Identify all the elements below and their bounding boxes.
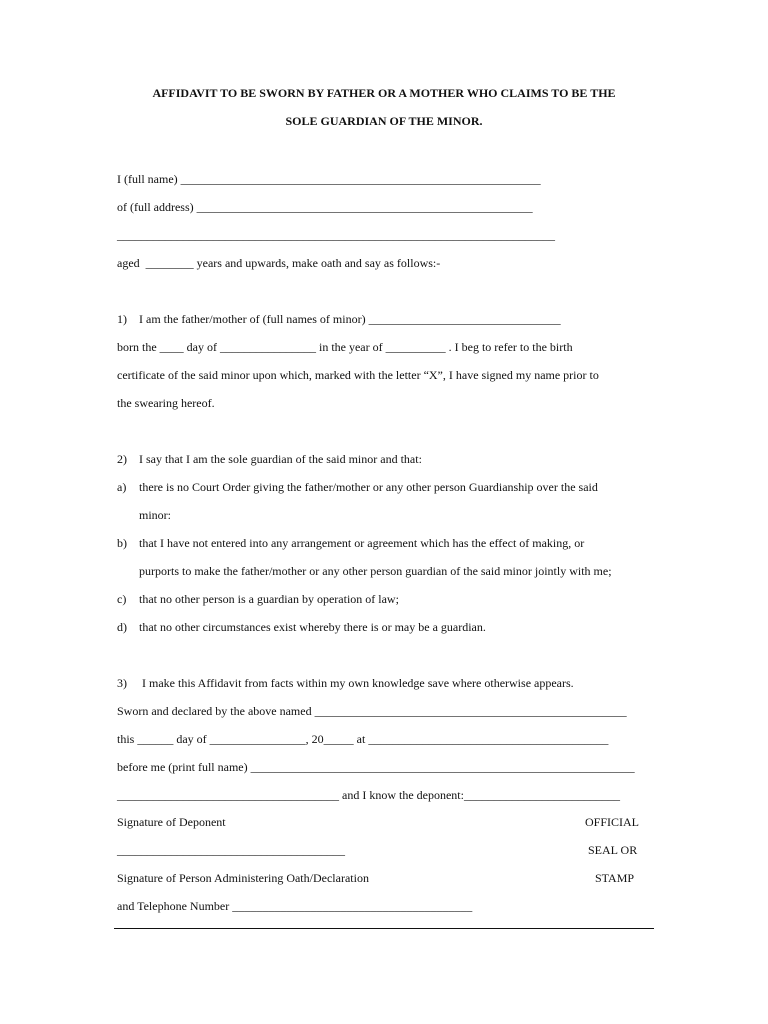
- paragraph-1-text: certificate of the said minor upon which, marked with the letter “X”, I have signed my name prior to: [117, 368, 599, 382]
- list-marker-d: d): [117, 620, 127, 634]
- age-field[interactable]: aged ________ years and upwards, make oath and say as follows:-: [117, 256, 441, 270]
- list-marker-c: c): [117, 592, 127, 606]
- full-name-field[interactable]: I (full name) ____________________________________________________________: [117, 172, 541, 186]
- minor-name-field[interactable]: I am the father/mother of (full names of minor) ________________________________: [139, 312, 561, 326]
- address-continuation-field[interactable]: _________________________________________________________________________: [117, 228, 555, 242]
- deponent-known-field[interactable]: _____________________________________ and I know the deponent:__________________________: [117, 788, 620, 802]
- seal-label-official: OFFICIAL: [585, 815, 640, 829]
- paragraph-2-number: 2): [117, 452, 127, 466]
- full-address-field[interactable]: of (full address) ________________________________________________________: [117, 200, 533, 214]
- list-item-a-cont: minor:: [139, 508, 171, 522]
- sworn-by-field[interactable]: Sworn and declared by the above named ____________________________________________________: [117, 704, 627, 718]
- list-item-d: that no other circumstances exist whereby there is or may be a guardian.: [139, 620, 486, 634]
- paragraph-1-number: 1): [117, 312, 127, 326]
- paragraph-3-text: I make this Affidavit from facts within my own knowledge save where otherwise appears.: [139, 676, 574, 690]
- list-item-c: that no other person is a guardian by operation of law;: [139, 592, 399, 606]
- seal-label-stamp: STAMP: [595, 871, 635, 885]
- seal-label-seal-or: SEAL OR: [588, 843, 638, 857]
- telephone-field[interactable]: and Telephone Number ________________________________________: [117, 899, 473, 913]
- paragraph-1-text: the swearing hereof.: [117, 396, 215, 410]
- list-marker-b: b): [117, 536, 127, 550]
- deponent-signature-label: Signature of Deponent: [117, 815, 226, 829]
- administering-signature-field[interactable]: ______________________________________: [117, 843, 345, 857]
- list-item-b: that I have not entered into any arrangement or agreement which has the effect of making, or: [139, 536, 585, 550]
- list-marker-a: a): [117, 480, 127, 494]
- administering-signature-label: Signature of Person Administering Oath/Declaration: [117, 871, 369, 885]
- document-title-line-1: AFFIDAVIT TO BE SWORN BY FATHER OR A MOTHER WHO CLAIMS TO BE THE: [152, 86, 616, 100]
- paragraph-2-text: I say that I am the sole guardian of the said minor and that:: [139, 452, 422, 466]
- sworn-date-place-field[interactable]: this ______ day of ________________, 20_____ at ________________________________________: [117, 732, 609, 746]
- list-item-a: there is no Court Order giving the father/mother or any other person Guardianship over the said: [139, 480, 598, 494]
- list-item-b-cont: purports to make the father/mother or any other person guardian of the said minor jointly with me;: [139, 564, 612, 578]
- commissioner-name-field[interactable]: before me (print full name) ________________________________________________________________: [117, 760, 635, 774]
- document-title-line-2: SOLE GUARDIAN OF THE MINOR.: [285, 114, 483, 128]
- bottom-rule: [114, 928, 654, 929]
- birth-date-field[interactable]: born the ____ day of ________________ in the year of __________ . I beg to refer to the birth: [117, 340, 573, 354]
- paragraph-3-number: 3): [117, 676, 127, 690]
